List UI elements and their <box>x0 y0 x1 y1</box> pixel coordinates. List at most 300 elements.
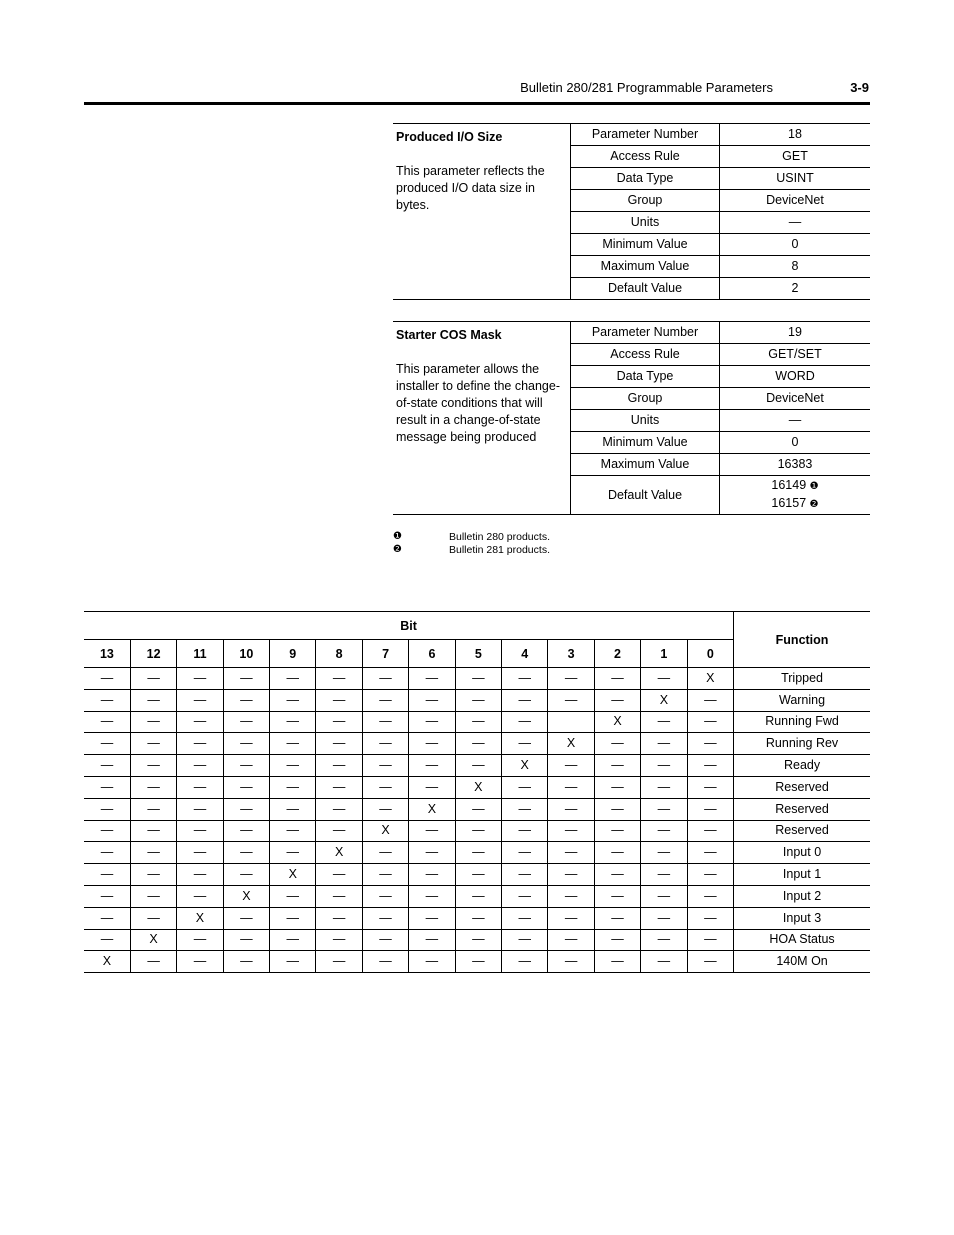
bit-cell: — <box>641 668 687 690</box>
bit-cell: — <box>641 885 687 907</box>
table-row <box>84 820 870 842</box>
bit-cell: — <box>594 929 640 951</box>
bit-cell: — <box>316 929 362 951</box>
bit-cell: — <box>270 798 316 820</box>
bit-cell: — <box>455 668 501 690</box>
function-cell: Reserved <box>734 798 870 820</box>
table-row <box>84 885 870 907</box>
bit-cell: — <box>594 798 640 820</box>
table-row <box>84 907 870 929</box>
attr-value: 16383 <box>720 454 871 476</box>
table-row <box>571 388 870 410</box>
table-row <box>571 212 870 234</box>
bit-cell: — <box>130 755 176 777</box>
bit-cell: — <box>502 820 548 842</box>
bit-column-header: 11 <box>177 640 223 668</box>
bit-cell: — <box>594 668 640 690</box>
bit-cell: — <box>177 711 223 733</box>
bit-cell: — <box>409 951 455 973</box>
bit-cell: — <box>687 755 734 777</box>
bit-cell: — <box>84 776 130 798</box>
attr-label: Group <box>571 388 720 410</box>
bit-cell: — <box>548 668 594 690</box>
bit-cell: — <box>362 907 408 929</box>
bit-cell: — <box>641 776 687 798</box>
bit-cell: — <box>409 820 455 842</box>
bit-cell: — <box>177 776 223 798</box>
function-cell: Input 3 <box>734 907 870 929</box>
bit-cell: — <box>270 951 316 973</box>
bit-column-header: 5 <box>455 640 501 668</box>
bit-cell: — <box>362 885 408 907</box>
bit-cell: — <box>594 885 640 907</box>
table-row <box>571 366 870 388</box>
bit-cell: — <box>409 907 455 929</box>
bit-cell: — <box>687 689 734 711</box>
bit-cell: — <box>223 776 269 798</box>
bit-column-header: 2 <box>594 640 640 668</box>
bit-cell: — <box>548 929 594 951</box>
bit-cell: — <box>270 907 316 929</box>
bit-cell: — <box>84 755 130 777</box>
bit-cell: — <box>223 842 269 864</box>
attr-value-default <box>720 476 871 515</box>
bit-cell: — <box>455 798 501 820</box>
bit-cell: — <box>84 842 130 864</box>
bit-cell: — <box>502 951 548 973</box>
bit-cell: — <box>316 864 362 886</box>
attr-value: — <box>720 212 871 234</box>
table-row <box>571 344 870 366</box>
bit-column-header: 10 <box>223 640 269 668</box>
bit-cell: — <box>223 733 269 755</box>
bit-cell: — <box>84 689 130 711</box>
bit-cell: — <box>502 842 548 864</box>
bit-cell: — <box>594 689 640 711</box>
table-row <box>84 951 870 973</box>
bit-cell: — <box>409 842 455 864</box>
attr-value: DeviceNet <box>720 190 871 212</box>
param-block-produced-io-size <box>393 123 870 300</box>
bit-cell: — <box>687 733 734 755</box>
table-row <box>571 168 870 190</box>
bit-cell: — <box>223 907 269 929</box>
page-number: 3-9 <box>850 80 869 95</box>
table-row <box>571 432 870 454</box>
bit-cell: — <box>177 885 223 907</box>
bit-cell: — <box>455 864 501 886</box>
attr-label: Minimum Value <box>571 432 720 454</box>
bit-cell: — <box>687 907 734 929</box>
function-cell: Running Rev <box>734 733 870 755</box>
bit-cell: — <box>84 798 130 820</box>
bit-cell: — <box>223 951 269 973</box>
footnote-symbol: ❶ <box>393 531 402 542</box>
bit-cell: — <box>316 951 362 973</box>
bit-cell: — <box>270 711 316 733</box>
bit-cell: — <box>502 668 548 690</box>
attr-value: 0 <box>720 234 871 256</box>
attr-value: WORD <box>720 366 871 388</box>
bit-cell: — <box>362 689 408 711</box>
bit-cell: — <box>455 929 501 951</box>
bit-cell: — <box>455 755 501 777</box>
bit-cell: — <box>223 711 269 733</box>
bit-cell: — <box>641 733 687 755</box>
bit-cell: — <box>130 820 176 842</box>
bit-cell: — <box>84 907 130 929</box>
bit-cell: — <box>455 711 501 733</box>
table-row <box>84 755 870 777</box>
bit-cell: — <box>687 885 734 907</box>
bit-cell: — <box>130 951 176 973</box>
running-header-title: Bulletin 280/281 Programmable Parameters <box>520 80 773 95</box>
bit-cell: — <box>130 733 176 755</box>
bit-cell: — <box>362 733 408 755</box>
bit-cell: — <box>548 907 594 929</box>
table-row <box>84 864 870 886</box>
bit-cell: — <box>223 820 269 842</box>
attr-label: Group <box>571 190 720 212</box>
table-row <box>84 776 870 798</box>
table-row <box>571 256 870 278</box>
bit-cell: — <box>548 755 594 777</box>
bit-cell: — <box>130 842 176 864</box>
bit-cell: — <box>270 776 316 798</box>
bit-cell: X <box>409 798 455 820</box>
bit-cell: — <box>84 711 130 733</box>
bit-column-header: 6 <box>409 640 455 668</box>
bit-column-header: 4 <box>502 640 548 668</box>
bit-cell: — <box>409 668 455 690</box>
bit-cell: — <box>594 820 640 842</box>
header-rule <box>84 102 870 105</box>
bit-cell: — <box>409 755 455 777</box>
bit-cell: — <box>687 929 734 951</box>
bit-cell: — <box>687 864 734 886</box>
bit-cell: — <box>687 711 734 733</box>
table-row <box>84 668 870 690</box>
bit-cell: — <box>270 820 316 842</box>
bit-cell: — <box>641 907 687 929</box>
attr-label: Access Rule <box>571 344 720 366</box>
attr-label: Parameter Number <box>571 124 720 146</box>
header-row-bit <box>84 612 870 640</box>
bit-cell: — <box>409 733 455 755</box>
table-row <box>571 124 870 146</box>
bit-cell: — <box>594 755 640 777</box>
bit-cell: — <box>455 951 501 973</box>
bit-column-header: 1 <box>641 640 687 668</box>
table-row <box>571 278 870 300</box>
param-title: Produced I/O Size <box>396 130 503 144</box>
bit-cell: — <box>548 798 594 820</box>
bit-cell: — <box>177 733 223 755</box>
bit-cell: — <box>455 907 501 929</box>
attr-value: DeviceNet <box>720 388 871 410</box>
table-row <box>571 476 870 515</box>
bit-cell: — <box>687 842 734 864</box>
attr-label: Maximum Value <box>571 256 720 278</box>
attr-value: 18 <box>720 124 871 146</box>
function-cell: Ready <box>734 755 870 777</box>
cos-mask-bit-table <box>84 611 870 973</box>
footnote-marker-1: ❶ <box>809 481 819 492</box>
footnote-symbol: ❷ <box>393 543 402 555</box>
bit-cell: X <box>316 842 362 864</box>
attr-value: 8 <box>720 256 871 278</box>
footnote-text: Bulletin 281 products. <box>449 543 550 556</box>
bit-cell: — <box>177 755 223 777</box>
bit-cell: — <box>270 755 316 777</box>
bit-cell: X <box>641 689 687 711</box>
bit-cell: — <box>316 907 362 929</box>
bit-cell: — <box>130 776 176 798</box>
bit-cell: — <box>409 776 455 798</box>
bit-cell: — <box>641 820 687 842</box>
bit-cell: — <box>130 885 176 907</box>
bit-cell: — <box>270 689 316 711</box>
attr-value: 19 <box>720 322 871 344</box>
bit-cell: — <box>130 798 176 820</box>
table-row <box>571 146 870 168</box>
bit-cell: — <box>594 864 640 886</box>
attr-value: 2 <box>791 281 799 295</box>
bit-cell: — <box>548 820 594 842</box>
bit-cell: — <box>594 907 640 929</box>
bit-cell: — <box>641 951 687 973</box>
footnote-marker-2: ❷ <box>809 499 819 510</box>
bit-table-body <box>84 668 870 973</box>
bit-cell: — <box>270 929 316 951</box>
function-cell: Input 1 <box>734 864 870 886</box>
bit-cell: — <box>223 689 269 711</box>
attr-label: Maximum Value <box>571 454 720 476</box>
bit-cell: — <box>270 733 316 755</box>
bit-cell: — <box>362 864 408 886</box>
bit-cell: — <box>362 842 408 864</box>
bit-cell: — <box>84 733 130 755</box>
param-description <box>393 322 571 514</box>
bit-cell: — <box>177 842 223 864</box>
bit-cell: — <box>502 885 548 907</box>
bit-cell: — <box>362 668 408 690</box>
attr-label: Units <box>571 212 720 234</box>
bit-cell: — <box>594 951 640 973</box>
bit-cell: — <box>502 689 548 711</box>
attr-label: Data Type <box>571 366 720 388</box>
bit-cell: — <box>362 951 408 973</box>
bit-cell: — <box>641 864 687 886</box>
bit-column-header: 13 <box>84 640 130 668</box>
bit-cell: — <box>223 755 269 777</box>
bit-cell: X <box>455 776 501 798</box>
attr-value: GET/SET <box>720 344 871 366</box>
bit-cell: X <box>548 733 594 755</box>
bit-cell: — <box>316 798 362 820</box>
bit-cell: — <box>362 755 408 777</box>
bit-cell: — <box>502 907 548 929</box>
attr-value: — <box>720 410 871 432</box>
bit-cell: — <box>316 733 362 755</box>
bit-column-header: 9 <box>270 640 316 668</box>
bit-cell: — <box>223 668 269 690</box>
bit-cell: — <box>641 755 687 777</box>
bit-cell: — <box>177 951 223 973</box>
param-description <box>393 124 571 299</box>
bit-column-header: 3 <box>548 640 594 668</box>
bit-cell: — <box>409 929 455 951</box>
bit-cell: — <box>548 951 594 973</box>
function-cell: Input 0 <box>734 842 870 864</box>
bit-cell: — <box>641 798 687 820</box>
bit-cell: — <box>409 689 455 711</box>
bit-cell: — <box>455 689 501 711</box>
bit-cell: — <box>455 733 501 755</box>
attr-value: GET <box>720 146 871 168</box>
function-header: Function <box>734 612 870 668</box>
attr-label: Access Rule <box>571 146 720 168</box>
bit-cell: — <box>316 820 362 842</box>
function-cell: Tripped <box>734 668 870 690</box>
bit-cell: — <box>687 951 734 973</box>
bit-cell: — <box>548 776 594 798</box>
table-row <box>84 842 870 864</box>
bit-cell: X <box>84 951 130 973</box>
param-attributes-table <box>571 124 870 299</box>
function-cell: Input 2 <box>734 885 870 907</box>
bit-cell: — <box>130 864 176 886</box>
footnote <box>393 544 550 557</box>
bit-cell: — <box>130 689 176 711</box>
bit-cell: X <box>502 755 548 777</box>
bit-cell: — <box>316 711 362 733</box>
bit-cell: — <box>502 711 548 733</box>
bit-cell: — <box>177 864 223 886</box>
bit-cell: — <box>362 776 408 798</box>
bit-cell: — <box>223 798 269 820</box>
bit-cell: — <box>502 929 548 951</box>
bit-cell: — <box>316 755 362 777</box>
attr-label: Default Value <box>571 476 720 515</box>
default-value-280: 16149 <box>771 478 807 492</box>
bit-cell: — <box>548 864 594 886</box>
attr-label: Parameter Number <box>571 322 720 344</box>
param-attributes-table <box>571 322 870 514</box>
bit-cell: — <box>316 689 362 711</box>
bit-cell: — <box>548 842 594 864</box>
bit-cell: — <box>641 929 687 951</box>
bit-cell: — <box>270 885 316 907</box>
bit-cell: — <box>455 842 501 864</box>
param-description-text: This parameter allows the installer to define the change-of-state conditions that will result in a change-of-state message being produced <box>396 362 560 444</box>
bit-cell: — <box>177 820 223 842</box>
bit-cell: — <box>687 798 734 820</box>
bit-cell: — <box>548 689 594 711</box>
bit-cell <box>548 711 594 733</box>
bit-cell: — <box>362 798 408 820</box>
footnote <box>393 531 550 544</box>
bit-cell: — <box>687 776 734 798</box>
bit-cell: X <box>130 929 176 951</box>
bit-cell: — <box>409 711 455 733</box>
function-cell: Warning <box>734 689 870 711</box>
bit-cell: — <box>548 885 594 907</box>
bit-cell: — <box>223 929 269 951</box>
bit-cell: — <box>362 929 408 951</box>
bit-cell: — <box>130 907 176 929</box>
attr-label: Units <box>571 410 720 432</box>
function-cell: Reserved <box>734 820 870 842</box>
footnote-text: Bulletin 280 products. <box>449 531 550 543</box>
attr-value: 0 <box>720 432 871 454</box>
bit-cell: — <box>362 711 408 733</box>
bit-cell: X <box>362 820 408 842</box>
bit-column-header: 8 <box>316 640 362 668</box>
table-row <box>84 929 870 951</box>
bit-cell: — <box>409 864 455 886</box>
bit-cell: X <box>223 885 269 907</box>
table-row <box>571 410 870 432</box>
bit-column-header: 12 <box>130 640 176 668</box>
default-value-281: 16157 <box>771 496 807 510</box>
function-cell: Reserved <box>734 776 870 798</box>
bit-cell: — <box>223 864 269 886</box>
bit-cell: — <box>270 668 316 690</box>
bit-cell: — <box>687 820 734 842</box>
bit-cell: — <box>641 842 687 864</box>
bit-column-header: 0 <box>687 640 734 668</box>
bit-column-header: 7 <box>362 640 408 668</box>
table-row <box>571 322 870 344</box>
table-row <box>571 190 870 212</box>
bit-cell: X <box>687 668 734 690</box>
bit-cell: — <box>409 885 455 907</box>
footnotes <box>393 531 550 556</box>
bit-cell: — <box>316 776 362 798</box>
attr-value: USINT <box>720 168 871 190</box>
bit-cell: — <box>84 864 130 886</box>
bit-cell: — <box>502 733 548 755</box>
table-row <box>571 454 870 476</box>
bit-cell: — <box>455 820 501 842</box>
bit-cell: — <box>130 668 176 690</box>
bit-cell: X <box>177 907 223 929</box>
bit-cell: — <box>594 776 640 798</box>
attr-label: Default Value <box>571 278 720 300</box>
bit-cell: X <box>594 711 640 733</box>
bit-cell: X <box>270 864 316 886</box>
bit-cell: — <box>502 776 548 798</box>
bit-cell: — <box>270 842 316 864</box>
function-cell: HOA Status <box>734 929 870 951</box>
bit-cell: — <box>455 885 501 907</box>
function-cell: 140M On <box>734 951 870 973</box>
bit-cell: — <box>177 689 223 711</box>
bit-cell: — <box>316 668 362 690</box>
bit-cell: — <box>84 820 130 842</box>
table-row <box>84 711 870 733</box>
param-block-starter-cos-mask <box>393 321 870 515</box>
table-row <box>84 689 870 711</box>
table-row <box>84 733 870 755</box>
bit-cell: — <box>502 798 548 820</box>
bit-cell: — <box>177 929 223 951</box>
attr-label: Data Type <box>571 168 720 190</box>
bit-cell: — <box>84 929 130 951</box>
bit-header: Bit <box>84 612 734 640</box>
table-row <box>84 798 870 820</box>
